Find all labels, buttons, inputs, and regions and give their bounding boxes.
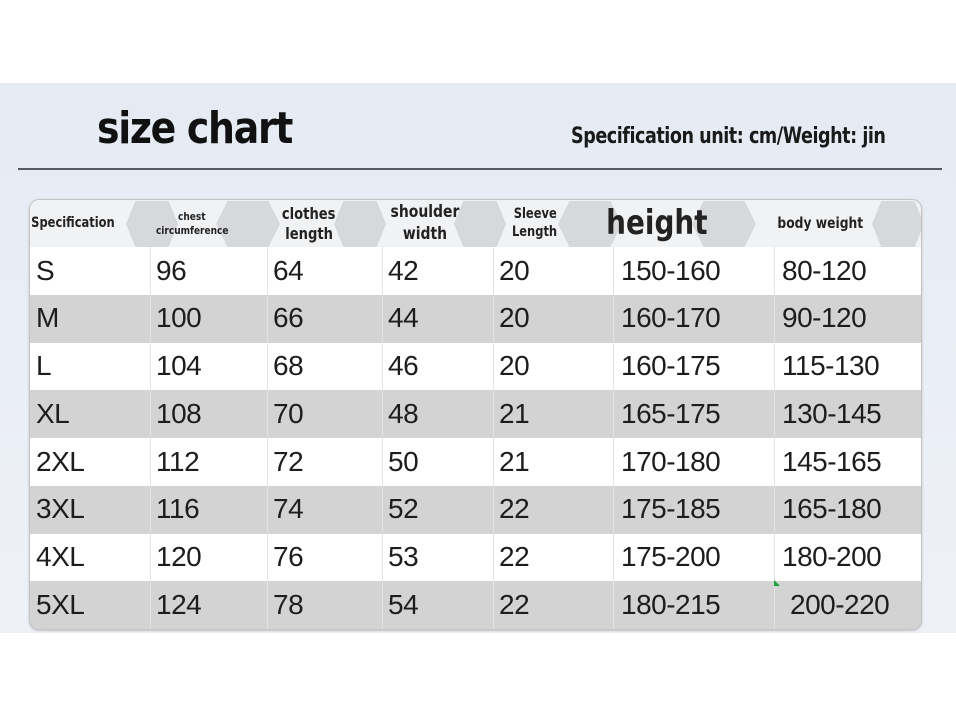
table-cell: 76 [273, 541, 304, 572]
table-cell: 112 [156, 445, 200, 477]
table-cell: 80-120 [782, 254, 867, 286]
column-divider [774, 247, 775, 629]
table-cell: 70 [273, 397, 304, 429]
table-cell: 5XL [36, 588, 85, 620]
table-cell: 3XL [36, 493, 85, 525]
table-cell: 22 [499, 588, 530, 620]
table-cell: 180-200 [782, 541, 882, 572]
table-header [30, 200, 921, 247]
table-cell: 50 [388, 445, 419, 477]
table-cell: 64 [273, 254, 304, 286]
table-row [30, 295, 921, 343]
table-cell: 160-175 [621, 350, 721, 381]
table-cell: 21 [499, 397, 530, 429]
header-height: height [606, 203, 708, 244]
table-cell: 175-200 [621, 541, 721, 572]
table-cell: 116 [156, 493, 200, 525]
header-chest-circumference: chest circumference [155, 209, 229, 237]
table-row [30, 343, 921, 391]
table-cell: 115-130 [782, 350, 880, 381]
table-cell: 170-180 [621, 445, 721, 477]
table-cell: L [36, 350, 52, 381]
header-body-weight: body weight [777, 214, 863, 233]
header-clothes-length: clothes length [282, 203, 336, 243]
header-decoration [872, 201, 921, 247]
table-cell: 20 [499, 302, 530, 334]
column-divider [493, 247, 494, 629]
table-cell: 74 [273, 493, 304, 525]
table-cell: 46 [388, 350, 419, 381]
table-row [30, 247, 921, 295]
table-cell: 165-180 [782, 493, 882, 525]
table-row [30, 534, 921, 582]
table-cell: 20 [499, 254, 530, 286]
table-cell: 130-145 [782, 397, 882, 429]
column-divider [613, 247, 614, 629]
table-cell: 68 [273, 350, 304, 381]
table-cell: 160-170 [621, 302, 721, 334]
table-cell: 22 [499, 541, 530, 572]
table-cell: 78 [273, 588, 304, 620]
title-divider [18, 168, 942, 170]
column-divider [267, 247, 268, 629]
table-cell: 4XL [36, 541, 85, 572]
table-cell: 72 [273, 445, 304, 477]
header-shoulder-width: shoulder width [390, 202, 460, 244]
table-cell: 21 [499, 445, 530, 477]
table-cell: 145-165 [782, 445, 882, 477]
table-row [30, 581, 921, 629]
table-row [30, 438, 921, 486]
table-cell: 54 [388, 588, 419, 620]
table-cell: 42 [388, 254, 419, 286]
table-cell: 124 [156, 588, 202, 620]
table-cell: 100 [156, 302, 202, 334]
table-cell: 200-220 [790, 588, 890, 620]
table-cell: 22 [499, 493, 530, 525]
table-cell: 175-185 [621, 493, 721, 525]
unit-note: Specification unit: cm/Weight: jin [571, 124, 886, 149]
table-cell: 48 [388, 397, 419, 429]
table-cell: 20 [499, 350, 530, 381]
table-cell: 44 [388, 302, 419, 334]
table-cell: 165-175 [621, 397, 721, 429]
table-cell: 2XL [36, 445, 85, 477]
table-cell: 150-160 [621, 254, 721, 286]
table-cell: 90-120 [782, 302, 867, 334]
header-sleeve-length: Sleeve Length [512, 206, 558, 240]
table-cell: 120 [156, 541, 202, 572]
page-title: size chart [97, 103, 293, 154]
table-cell: 53 [388, 541, 419, 572]
size-table [30, 200, 921, 629]
table-cell: 104 [156, 350, 202, 381]
table-cell: M [36, 302, 59, 334]
table-cell: 52 [388, 493, 419, 525]
table-cell: S [36, 254, 55, 286]
table-cell: XL [36, 397, 70, 429]
column-divider [150, 247, 151, 629]
table-cell: 180-215 [621, 588, 721, 620]
table-row [30, 390, 921, 438]
corner-mark [774, 580, 780, 586]
table-cell: 108 [156, 397, 202, 429]
table-cell: 96 [156, 254, 187, 286]
column-divider [382, 247, 383, 629]
table-cell: 66 [273, 302, 304, 334]
header-specification: Specification [31, 214, 115, 231]
table-row [30, 486, 921, 534]
